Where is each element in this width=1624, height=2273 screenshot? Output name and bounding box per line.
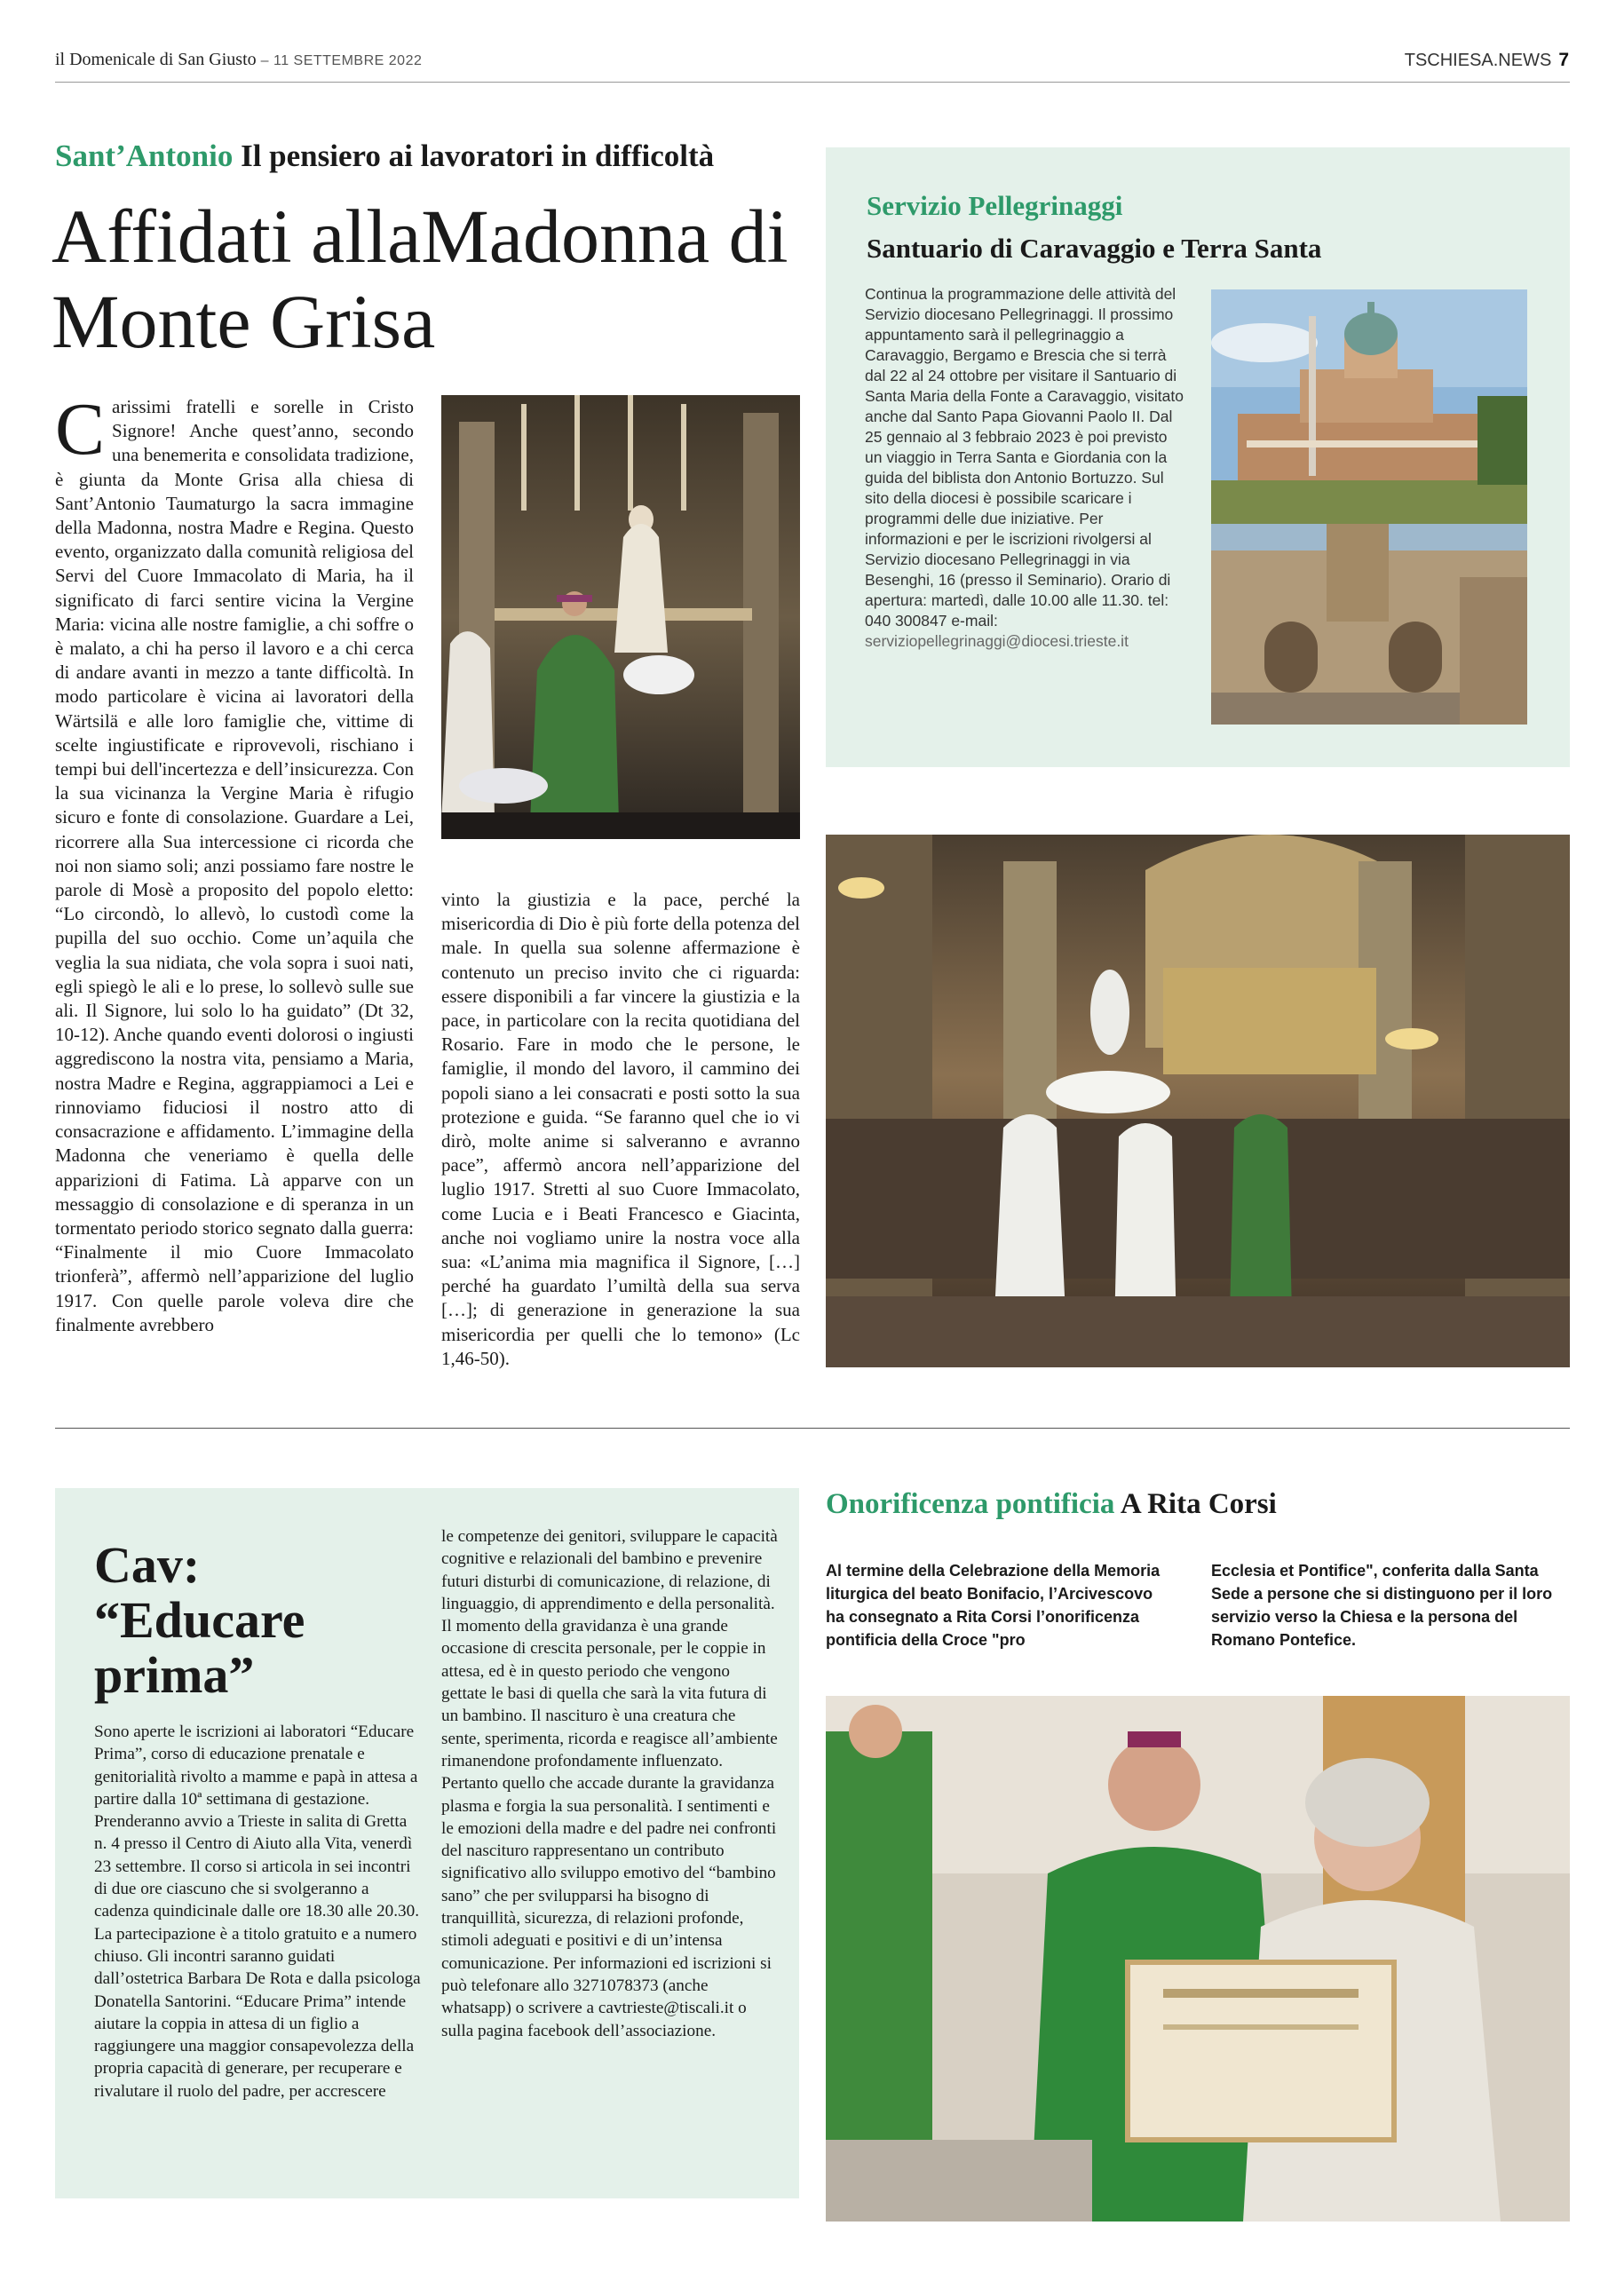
honour-kicker — [826, 1488, 1277, 1521]
altar-photo — [441, 395, 800, 839]
honour-kicker-topic: A Rita Corsi — [1120, 1488, 1277, 1520]
site-name[interactable]: TSCHIESA.NEWS — [1404, 51, 1552, 70]
pilgrimage-email-link[interactable]: serviziopellegrinaggi@diocesi.trieste.it — [865, 632, 1129, 650]
award-ceremony-photo — [826, 1696, 1570, 2222]
masthead — [55, 50, 422, 70]
procession-photo — [826, 835, 1570, 1367]
honour-column-2: Ecclesia et Pontifice", conferita dalla Santa Sede a persone che si distinguono per il loro servizio verso la Chiesa e la persona del Romano Pontefice. — [1211, 1562, 1553, 1649]
article-column-1-text: arissimi fratelli e sorelle in Cristo Signore! Anche quest’anno, secondo una benemerita e consolidata tradizione, è giunta da Monte Grisa alla chiesa di Sant’Antonio Taumaturgo la sacra immagine della Madonna, nostra Madre e Regina. Questo evento, organizzato dalla comunità religiosa del Servi del Cuore Immacolato di Maria, ha il significato di farci sentire vicina la Vergine Maria: vicina alle nostre famiglie, a chi soffre o è malato, a chi ha perso il lavoro e a chi cerca di andare avanti in mezzo a tante difficoltà. In modo particolare è vicina ai lavoratori della Wärtsilä e alle loro famiglie che, vittime di scelte ingiustificate e riprovevoli, rischiano i tempi bui dell'incertezza e dell’insicurezza. Con la sua vicinanza la Vergine Maria è rifugio sicuro e fonte di consolazione. Guardare a Lei, ricorrere alla Sua intercessione ci ricorda che noi non siamo soli; anzi possiamo fare nostre le parole di Mosè a proposito del popolo eletto: “Lo circondò, lo allevò, lo custodì come la pupilla del suo occhio. Come un’aquila che veglia la sua nidiata, che vola sopra i suoi nati, egli spiegò le ali e lo prese, lo sollevò sulle sue ali. Il Signore, lui solo lo ha guidato” (Dt 32, 10-12). Anche quando eventi dolorosi o ingiusti aggrediscono la nostra vita, pensiamo a Maria, nostra Madre e Regina, aggrappiamoci a Lei e rinnoviamo fiduciosi il nostro atto di consacrazione e affidamento. L’immagine della Madonna che veneriamo è quella delle apparizioni di Fatima. Là apparve con un messaggio di consolazione e di speranza in un tormentato periodo storico segnato dalla guerra: “Finalmente il mio Cuore Immacolato trionferà”, affermò nell’apparizione del luglio 1917. Con quelle parole voleva dire che finalmente avrebbero — [55, 396, 414, 1335]
honour-kicker-section: Onorificenza pontificia — [826, 1488, 1115, 1520]
holy-sepulchre-photo — [1211, 524, 1527, 725]
pilgrimage-text — [865, 284, 1186, 652]
pilgrimage-body: Continua la programmazione delle attività del Servizio diocesano Pellegrinaggi. Il prossimo appuntamento sarà il pellegrinaggio a Caravaggio, Bergamo e Brescia che si terrà dal 22 al 24 ottobre per visitare il Santuario di Santa Maria della Fonte a Caravaggio, visitato anche dal Santo Papa Giovanni Paolo II. Dal 25 gennaio al 3 febbraio 2023 è poi previsto un viaggio in Terra Santa e Giordania con la guida del biblista don Antonio Bortuzzo. Sul sito della diocesi è possibile scaricare i programmi delle due iniziative. Per informazioni e per le iscrizioni rivolgersi al Servizio diocesano Pellegrinaggi in via Besenghi, 16 (presso il Seminario). Orario di apertura: martedì, dalle 10.00 alle 11.30. tel: 040 300847 e-mail: — [865, 285, 1184, 630]
cav-column-2: le competenze dei genitori, sviluppare le capacità cognitive e relazionali del bambino e prevenire futuri disturbi di comunicazione, di relazione, di linguaggio, di apprendimento e della personalità. Il momento della gravidanza è una grande occasione di crescita personale, per le coppie in attesa, ed è in questo periodo che vengono gettate le basi di quella che sarà la vita futura di un bambino. Il nascituro è una creatura che sente, sperimenta, ricorda e reagisce all’ambiente rimanendone profondamente influenzato. Pertanto quello che accade durante la gravidanza plasma e forgia la sua personalità. I sentimenti e le emozioni della madre e del padre nei confronti del nascituro rappresentano un contributo significativo allo sviluppo emotivo del “bambino sano” che per svilupparsi ha bisogno di tranquillità, sicurezza, di relazioni profonde, stimoli adeguati e positivi e di un’intensa comunicazione. Per informazioni ed iscrizioni si può telefonare allo 3271078373 (anche whatsapp) o scrivere a cavtrieste@tiscali.it o sulla pagina facebook dell’associazione. — [441, 1527, 778, 2040]
cav-title: Cav: “Educare prima” — [94, 1536, 305, 1704]
drop-cap: C — [55, 395, 106, 471]
issue-date: – 11 SETTEMBRE 2022 — [260, 53, 423, 68]
cav-column-1: Sono aperte le iscrizioni ai laboratori “Educare Prima”, corso di educazione prenatale e genitorialità rivolto a mamme e papà in attesa a partire dalla 10ª settimana di gestazione. Prenderanno avvio a Trieste in salita di Gretta n. 4 presso il Centro di Aiuto alla Vita, venerdì 23 settembre. Il corso si articola in sei incontri di due ore ciascuno che si svolgeranno a cadenza quindicinale dalle ore 18.30 alle 20.30. La partecipazione è a titolo gratuito e a numero chiuso. Gli incontri saranno guidati dall’ostetrica Barbara De Rota e dalla psicologa Donatella Santorini. “Educare Prima” intende aiutare la coppia in attesa di un figlio a raggiungere una maggior consapevolezza della propria capacità di generare, per recuperare e rivalutare il ruolo del padre, per accrescere — [94, 1723, 421, 2101]
paper-name: il Domenicale di San Giusto — [55, 50, 257, 69]
section-divider — [55, 1428, 1570, 1429]
kicker-topic: Il pensiero ai lavoratori in difficoltà — [241, 139, 715, 173]
pilgrimage-title: Santuario di Caravaggio e Terra Santa — [867, 233, 1322, 264]
article-kicker — [55, 139, 714, 174]
article-column-1 — [55, 395, 414, 1381]
header-rule — [55, 82, 1570, 83]
kicker-section: Sant’Antonio — [55, 139, 234, 173]
caravaggio-sanctuary-photo — [1211, 289, 1527, 524]
page-number: 7 — [1558, 50, 1569, 70]
article-headline: Affidati allaMadonna di Monte Grisa — [51, 194, 788, 364]
site-and-page — [1405, 50, 1569, 71]
honour-column-1: Al termine della Celebrazione della Memoria liturgica del beato Bonifacio, l’Arcivescovo ha consegnato a Rita Corsi l’onorificenza pontificia della Croce "pro — [826, 1562, 1161, 1649]
article-column-2: vinto la giustizia e la pace, perché la misericordia di Dio è più forte della potenza del male. In quella sua solenne affermazione è contenuto un preciso invito che ci riguarda: essere disponibili a far vincere la giustizia e la pace, in particolare con la recita quotidiana del Rosario. Fare in modo che le persone, le famiglie, il mondo del lavoro, il cammino dei popoli siano a lei consacrati e posti sotto la sua protezione e guida. “Se faranno quel che io vi dirò, molte anime si salveranno e avranno pace”, affermò ancora nell’apparizione del luglio 1917. Stretti al suo Cuore Immacolato, come Lucia e i Beati Francesco e Giacinta, anche noi vogliamo unire la nostra voce alla sua: «L’anima mia magnifica il Signore, […] perché ha guardato l’umiltà della sua serva […]; di generazione in generazione la sua misericordia per quelli che lo temono» (Lc 1,46-50). — [441, 889, 800, 1369]
pilgrimage-kicker: Servizio Pellegrinaggi — [867, 190, 1123, 221]
